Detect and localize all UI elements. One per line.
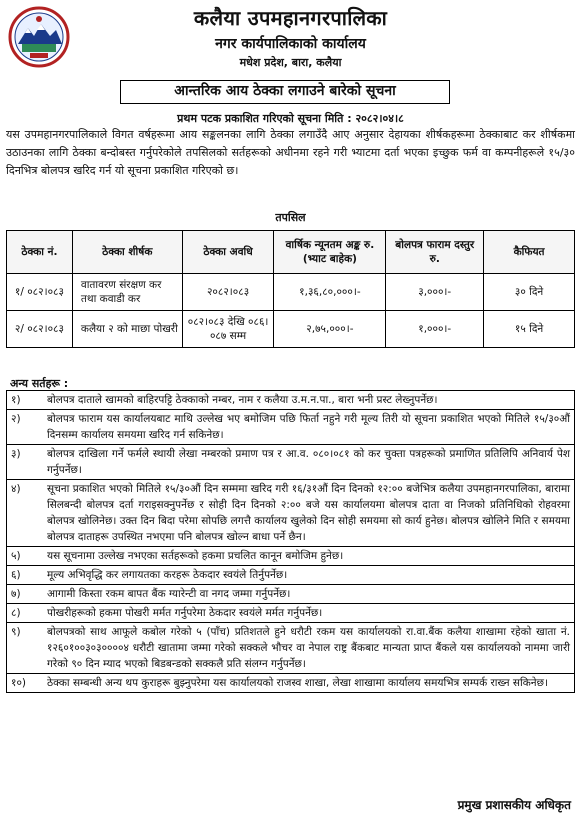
term-text: बोलपत्र दाखिला गर्ने फर्मले स्थायी लेखा नम्बरको प्रमाण पत्र र आ.व. ०८०।०८१ को कर चुक्ता पत्रहरूको प्रमाणित प्रतिलिपि अनिवार्य पेश गर्नुपर्नेछ। bbox=[47, 448, 570, 476]
contract-title: कलैया २ को माछा पोखरी bbox=[72, 311, 182, 348]
form-fee: ३,०००।- bbox=[386, 274, 484, 311]
term-text: यस सूचनामा उल्लेख नभएका सर्तहरूको हकमा प्रचलित कानून बमोजिम हुनेछ। bbox=[47, 550, 344, 562]
column-header: ठेक्का अवधि bbox=[182, 231, 274, 274]
column-header: वार्षिक न्यूनतम अङ्क रु. (भ्याट बाहेक) bbox=[274, 231, 386, 274]
term-text: ठेक्का सम्बन्धी अन्य थप कुराहरू बुझ्नुपरेमा यस कार्यालयको राजस्व शाखा, लेखा शाखामा कार्यालय समयभित्र सम्पर्क राख्न सकिनेछ। bbox=[47, 677, 548, 689]
contract-period: ०८२।०८३ देखि ०८६।०८७ सम्म bbox=[182, 311, 274, 348]
terms-list bbox=[6, 390, 575, 693]
column-header: बोलपत्र फाराम दस्तुर रु. bbox=[386, 231, 484, 274]
column-header: कैफियत bbox=[484, 231, 575, 274]
contract-table bbox=[6, 230, 575, 348]
other-terms-heading: अन्य सर्तहरू : bbox=[10, 377, 69, 390]
list-item bbox=[6, 603, 575, 622]
contract-title: वातावरण संरक्षण कर तथा कवाडी कर bbox=[72, 274, 182, 311]
list-item bbox=[6, 565, 575, 584]
list-item bbox=[6, 409, 575, 444]
term-number: ८) bbox=[11, 607, 21, 619]
minimum-amount: १,३६,८०,०००।- bbox=[274, 274, 386, 311]
term-number: ३) bbox=[11, 448, 21, 460]
list-item bbox=[6, 546, 575, 565]
term-text: आगामी किस्ता रकम बापत बैंक ग्यारेन्टी वा नगद जम्मा गर्नुपर्नेछ। bbox=[47, 588, 291, 600]
term-text: सूचना प्रकाशित भएको मितिले १५/३०औं दिन सम्ममा खरिद गरी १६/३१औं दिन दिनको १२:०० बजेभित्र कलैया उपमहानगरपालिका, बारामा सिलबन्दी बोलपत्र दर्ता गराइसक्नुपर्नेछ र सोही दिन दिनको २:०० बजे यस कार्यालयमा बोलपत्र दाता वा निजको प्रतिनिधिको रोहवरमा बोलपत्र खोलिनेछ। उक्त दिन बिदा परेमा सोपछि लगत्तै कार्यालय खुलेको दिन सोही समयमा सो कार्य हुनेछ। बोलपत्र खोलिने मिति र समयमा बोलपत्र दाताहरू उपस्थित नभएमा पनि बोलपत्र खोल्न बाधा पर्ने छैन। bbox=[47, 483, 570, 543]
office-name: नगर कार्यपालिकाको कार्यालय bbox=[215, 36, 366, 52]
term-number: ४) bbox=[11, 483, 21, 495]
term-text: बोलपत्र फाराम यस कार्यालयबाट माथि उल्लेख भए बमोजिम पछि फिर्ता नहुने गरी मूल्य तिरी यो सूचना प्रकाशित भएको मितिले १५/३०औं दिनसम्म कार्यालय समयमा खरिद गर्न सकिनेछ। bbox=[47, 413, 570, 441]
list-item bbox=[6, 444, 575, 479]
tapasil-heading: तपसिल bbox=[275, 211, 306, 224]
table-row bbox=[7, 274, 575, 311]
publication-date: प्रथम पटक प्रकाशित गरिएको सूचना मिति : २०८२।०४।८ bbox=[177, 112, 404, 125]
municipality-title: कलैया उपमहानगरपालिका bbox=[193, 6, 388, 30]
term-number: १) bbox=[11, 394, 21, 406]
form-fee: १,०००।- bbox=[386, 311, 484, 348]
column-header: ठेक्का शीर्षक bbox=[72, 231, 182, 274]
list-item bbox=[6, 584, 575, 603]
table-header-row bbox=[7, 231, 575, 274]
contract-period: २०८२।०८३ bbox=[182, 274, 274, 311]
term-number: ७) bbox=[11, 588, 21, 600]
term-number: ६) bbox=[11, 569, 21, 581]
contract-number: २/ ०८२।०८३ bbox=[7, 311, 73, 348]
term-text: बोलपत्रको साथ आफूले कबोल गरेको ५ (पाँच) प्रतिशतले हुने धरौटी रकम यस कार्यालयको रा.वा.बैंक कलैया शाखामा रहेको खाता नं. १२६०१००३०३००००४ धरौटी खातामा जम्मा गरेको सक्कले भौचर वा नेपाल राष्ट्र बैंकबाट मान्यता प्राप्त बैंकले यस कार्यालयको नाममा जारी गरेको ९० दिन म्याद भएको बिडबन्डको सक्कलै प्रति संलग्न गर्नुपर्नेछ। bbox=[47, 626, 570, 670]
term-number: २) bbox=[11, 413, 21, 425]
signatory-title: प्रमुख प्रशासकीय अधिकृत bbox=[457, 798, 571, 812]
list-item bbox=[6, 479, 575, 546]
office-address: मधेश प्रदेश, बारा, कलैया bbox=[239, 56, 342, 69]
list-item bbox=[6, 390, 575, 409]
term-text: मूल्य अभिवृद्धि कर लगायतका करहरू ठेकदार स्वयंले तिर्नुपर्नेछ। bbox=[47, 569, 288, 581]
term-number: ५) bbox=[11, 550, 21, 562]
column-header: ठेक्का नं. bbox=[7, 231, 73, 274]
remarks: ३० दिने bbox=[484, 274, 575, 311]
contract-number: १/ ०८२।०८३ bbox=[7, 274, 73, 311]
term-text: पोखरीहरूको हकमा पोखरी मर्मत गर्नुपरेमा ठेकदार स्वयंले मर्मत गर्नुपर्नेछ। bbox=[47, 607, 323, 619]
list-item bbox=[6, 622, 575, 673]
term-number: ९) bbox=[11, 626, 21, 638]
list-item bbox=[6, 673, 575, 693]
term-text: बोलपत्र दाताले खामको बाहिरपट्टि ठेक्काको नम्बर, नाम र कलैया उ.म.न.पा., बारा भनी प्रस्ट लेख्नुपर्नेछ। bbox=[47, 394, 438, 406]
table-row bbox=[7, 311, 575, 348]
term-number: १०) bbox=[11, 677, 27, 689]
remarks: १५ दिने bbox=[484, 311, 575, 348]
intro-paragraph: यस उपमहानगरपालिकाले विगत वर्षहरूमा आय सङ्कलनका लागि ठेक्का लगाउँदै आए अनुसार देहायका शीर्षकहरूमा ठेक्काबाट कर शीर्षकमा उठाउनका लागि ठेक्का बन्दोबस्त गर्नुपरेकोले तपसिलको सर्तहरूको अधीनमा रहने गरी भ्याटमा दर्ता भएका इच्छुक फर्म वा कम्पनीहरूले १५/३० दिनभित्र बोलपत्र खरिद गर्न यो सूचना प्रकाशित गरिएको छ। bbox=[6, 128, 575, 177]
minimum-amount: २,७५,०००।- bbox=[274, 311, 386, 348]
notice-heading: आन्तरिक आय ठेक्का लगाउने बारेको सूचना bbox=[120, 80, 450, 104]
